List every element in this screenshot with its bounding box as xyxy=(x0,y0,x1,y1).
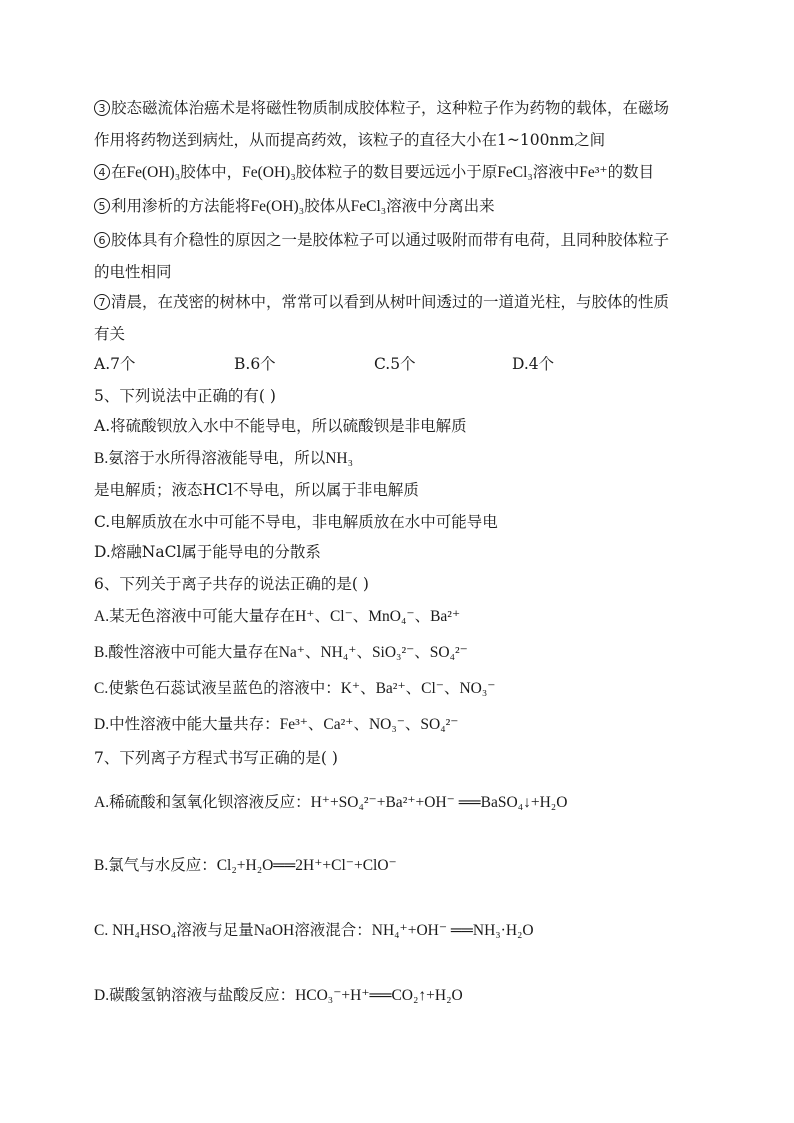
circled-number-7: 7 xyxy=(94,294,110,310)
q5-option-a: A.将硫酸钡放入水中不能导电，所以硫酸钡是非电解质 xyxy=(94,417,467,435)
q5-option-b-line-1: B.氨溶于水所得溶液能导电，所以NH₃ xyxy=(94,450,354,467)
question-7-stem: 7、下列离子方程式书写正确的是( ) xyxy=(94,749,338,767)
circled-number-3: 3 xyxy=(94,100,110,116)
q4-option-b: B.6个 xyxy=(234,355,276,373)
q5-option-c: C.电解质放在水中可能不导电，非电解质放在水中可能导电 xyxy=(94,513,498,531)
statement-4 xyxy=(94,160,654,182)
q7-option-b: B.氯气与水反应：Cl₂+H₂O══2H⁺+Cl⁻+ClO⁻ xyxy=(94,857,397,874)
q6-option-b: B.酸性溶液中可能大量存在Na⁺、NH₄⁺、SiO₃²⁻、SO₄²⁻ xyxy=(94,644,468,661)
q6-option-d: D.中性溶液中能大量共存：Fe³⁺、Ca²⁺、NO₃⁻、SO₄²⁻ xyxy=(94,716,459,733)
statement-4-text: 在Fe(OH)₃胶体中，Fe(OH)₃胶体粒子的数目要远远小于原FeCl₃溶液中Fe³⁺的数目 xyxy=(111,164,655,181)
q5-option-d: D.熔融NaCl属于能导电的分散系 xyxy=(94,543,321,561)
q4-option-d: D.4个 xyxy=(512,355,555,373)
circled-number-6: 6 xyxy=(94,232,110,248)
circled-number-4: 4 xyxy=(94,164,110,180)
statement-7-line-1 xyxy=(94,290,669,312)
statement-5-text: 利用渗析的方法能将Fe(OH)₃胶体从FeCl₃溶液中分离出来 xyxy=(111,198,495,215)
statement-3-line-2: 作用将药物送到病灶，从而提高药效，该粒子的直径大小在1~100nm之间 xyxy=(94,131,606,149)
q7-option-d: D.碳酸氢钠溶液与盐酸反应：HCO₃⁻+H⁺══CO₂↑+H₂O xyxy=(94,987,463,1004)
statement-3-text-1: 胶态磁流体治癌术是将磁性物质制成胶体粒子，这种粒子作为药物的载体，在磁场 xyxy=(111,99,670,117)
q4-option-a: A.7个 xyxy=(94,355,136,373)
q7-option-c: C. NH₄HSO₄溶液与足量NaOH溶液混合：NH₄⁺+OH⁻ ══NH₃·H₂O xyxy=(94,922,534,939)
question-5-stem: 5、下列说法中正确的有( ) xyxy=(94,387,276,405)
statement-6-line-2: 的电性相同 xyxy=(94,263,172,281)
statement-7-line-2: 有关 xyxy=(94,325,126,343)
statement-7-text-1: 清晨，在茂密的树林中，常常可以看到从树叶间透过的一道道光柱，与胶体的性质 xyxy=(111,293,670,311)
q6-option-c: C.使紫色石蕊试液呈蓝色的溶液中：K⁺、Ba²⁺、Cl⁻、NO₃⁻ xyxy=(94,680,496,697)
q5-option-b-line-2: 是电解质；液态HCl不导电，所以属于非电解质 xyxy=(94,481,419,499)
q7-option-a: A.稀硫酸和氢氧化钡溶液反应：H⁺+SO₄²⁻+Ba²⁺+OH⁻ ══BaSO₄↓+H₂O xyxy=(94,794,568,811)
q6-option-a: A.某无色溶液中可能大量存在H⁺、Cl⁻、MnO₄⁻、Ba²⁺ xyxy=(94,608,461,625)
q4-option-c: C.5个 xyxy=(374,355,416,373)
question-6-stem: 6、下列关于离子共存的说法正确的是( ) xyxy=(94,575,369,593)
statement-6-line-1 xyxy=(94,228,669,250)
circled-number-5: 5 xyxy=(94,198,110,214)
statement-3-line-1 xyxy=(94,96,669,118)
statement-5 xyxy=(94,194,495,216)
statement-6-text-1: 胶体具有介稳性的原因之一是胶体粒子可以通过吸附而带有电荷，且同种胶体粒子 xyxy=(111,231,670,249)
